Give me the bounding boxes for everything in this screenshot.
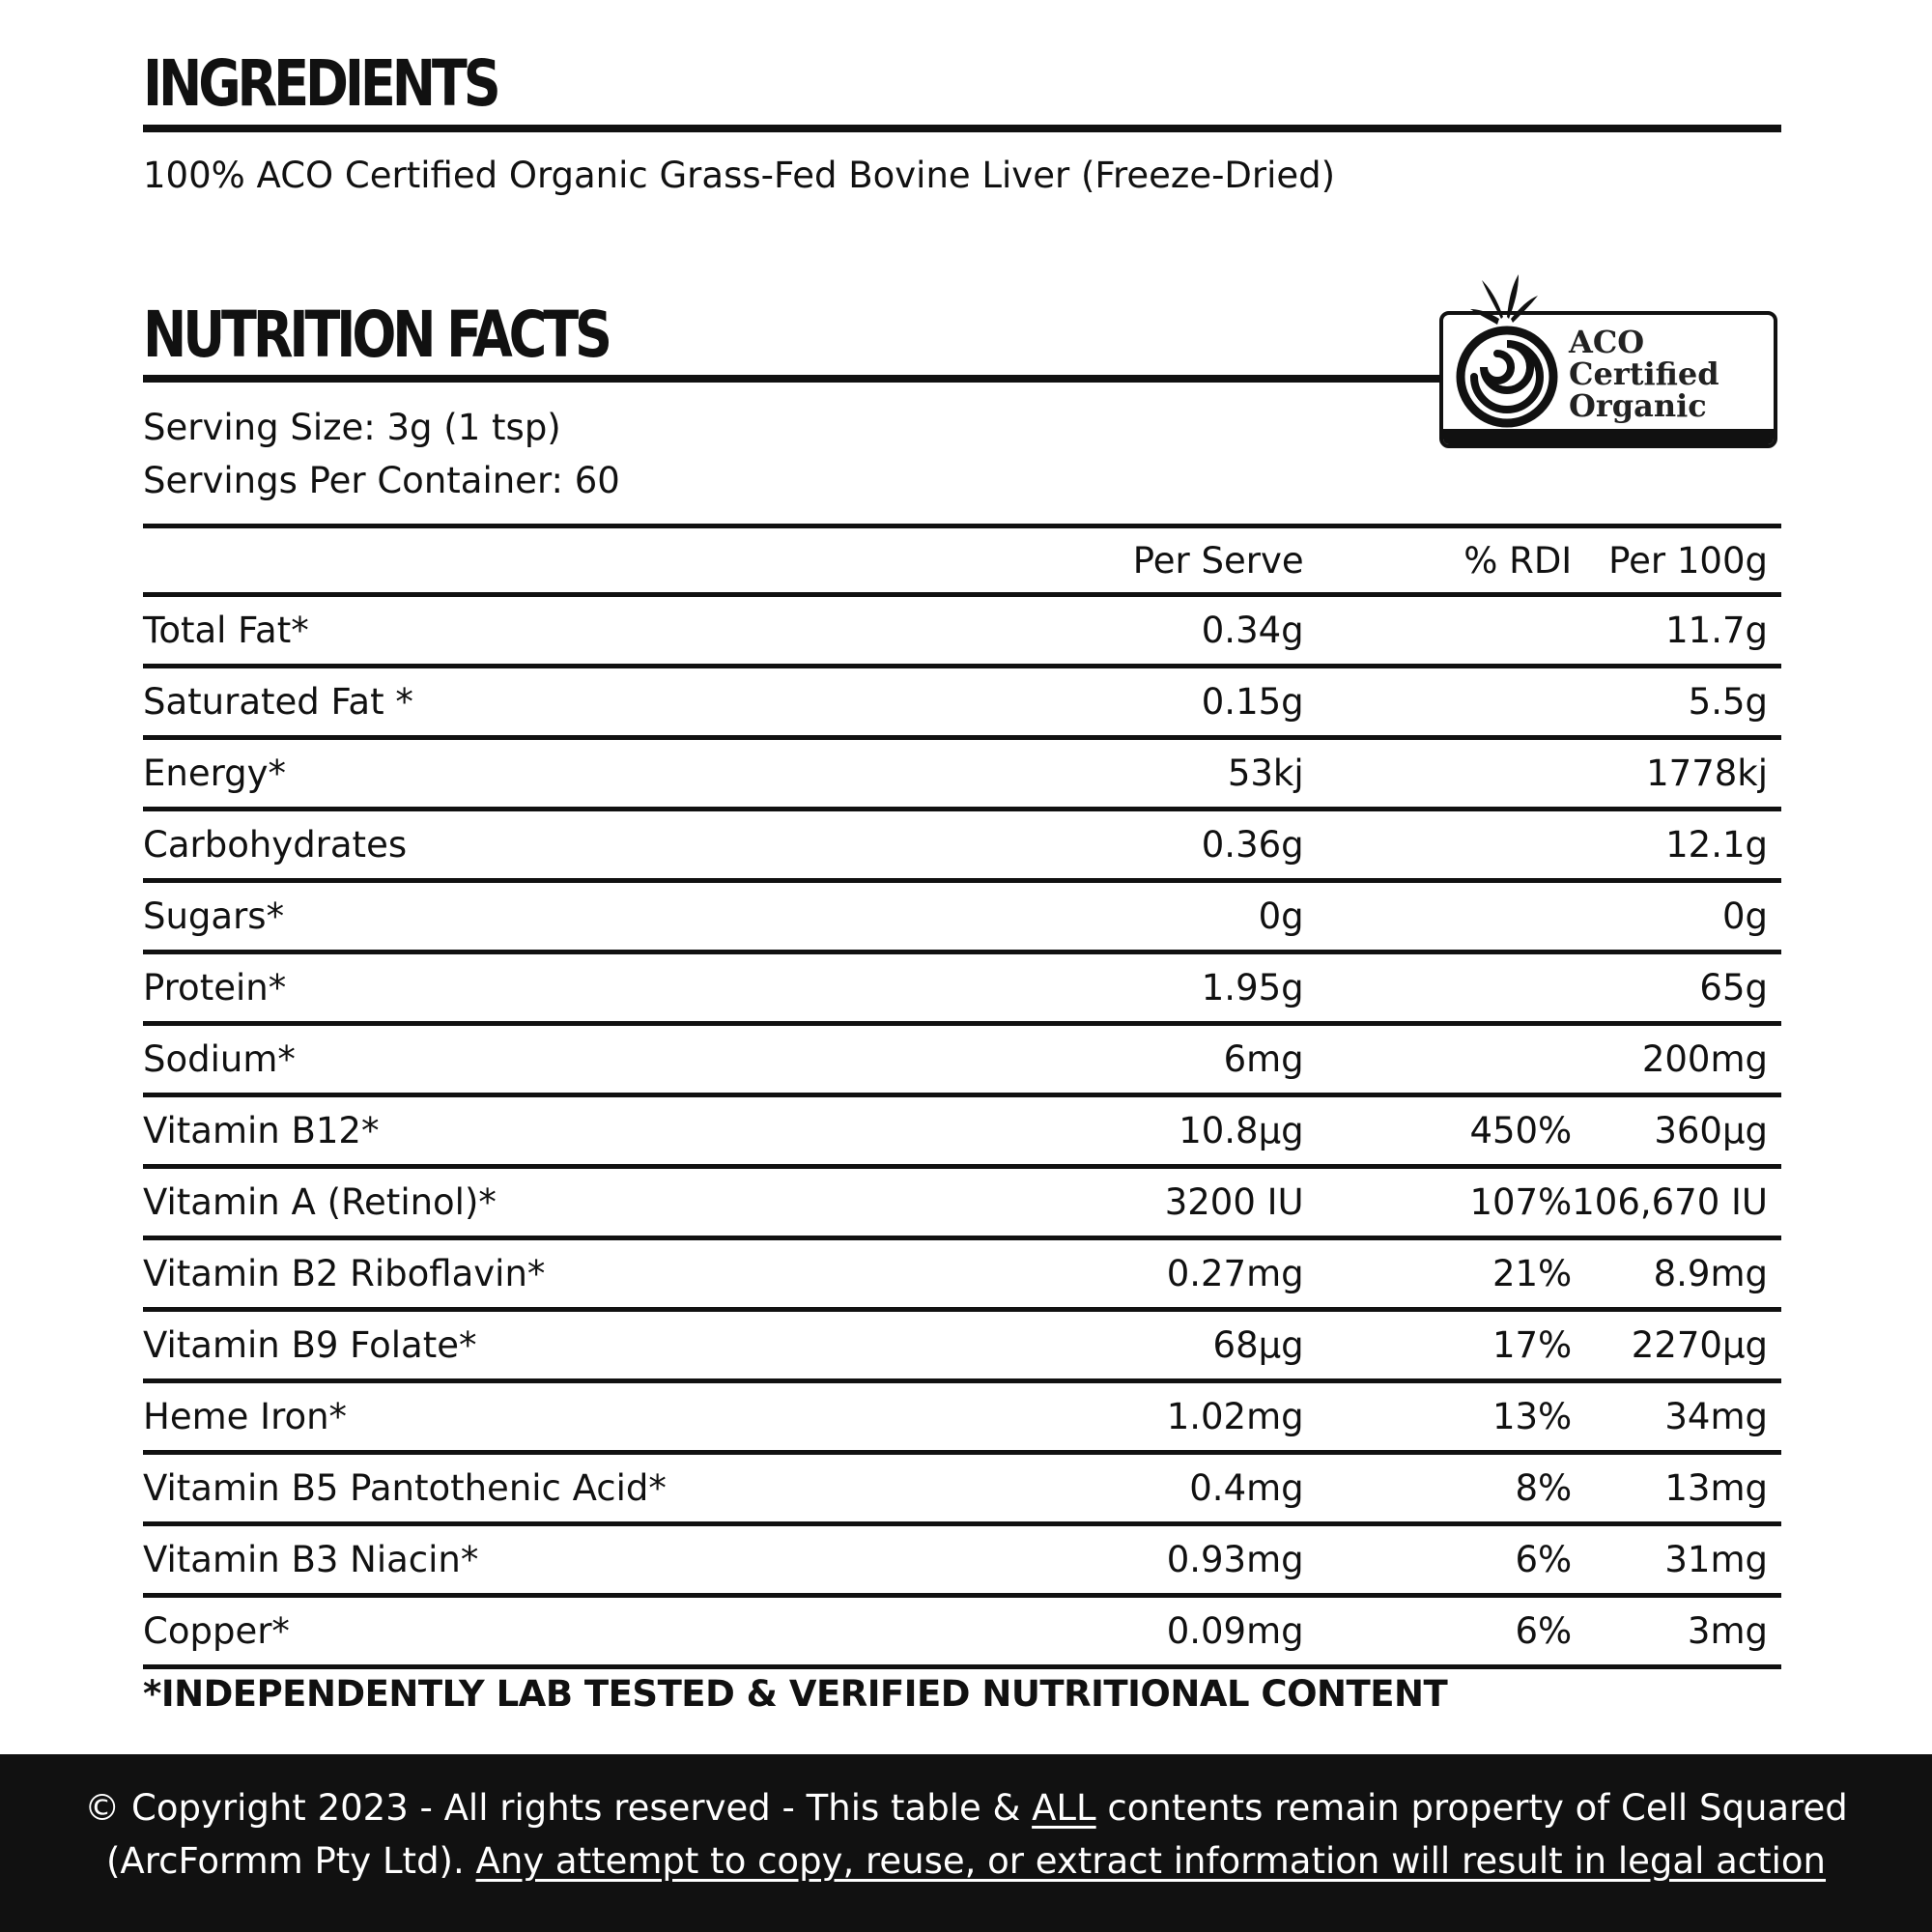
aco-swirl-leaf-icon: [1439, 270, 1565, 444]
per-serve-value: 53kj: [901, 738, 1304, 810]
table-row: [143, 1310, 1781, 1381]
rdi-value: 17%: [1304, 1310, 1573, 1381]
rdi-value: [1304, 810, 1573, 881]
per-serve-value: 0.09mg: [901, 1596, 1304, 1667]
per-100g-value: 65g: [1572, 952, 1781, 1024]
nutrient-name: Carbohydrates: [143, 810, 901, 881]
table-row: [143, 1453, 1781, 1524]
copyright-footer: [0, 1754, 1932, 1932]
per-serve-value: 3200 IU: [901, 1167, 1304, 1238]
per-serve-value: 1.95g: [901, 952, 1304, 1024]
nutrient-name: Vitamin B2 Riboflavin*: [143, 1238, 901, 1310]
per-100g-value: 0g: [1572, 881, 1781, 952]
col-header-nutrient: [143, 526, 901, 595]
table-row: [143, 881, 1781, 952]
nutrient-name: Sugars*: [143, 881, 901, 952]
per-100g-value: 3mg: [1572, 1596, 1781, 1667]
col-header-per-100g: Per 100g: [1572, 526, 1781, 595]
per-serve-value: 0.93mg: [901, 1524, 1304, 1596]
rdi-value: [1304, 881, 1573, 952]
rdi-value: 13%: [1304, 1381, 1573, 1453]
nutrient-name: Protein*: [143, 952, 901, 1024]
per-100g-value: 13mg: [1572, 1453, 1781, 1524]
ingredients-rule: [143, 125, 1781, 132]
table-header-row: [143, 526, 1781, 595]
nutrient-name: Vitamin A (Retinol)*: [143, 1167, 901, 1238]
nutrition-rule: [143, 375, 1443, 383]
ingredients-text: 100% ACO Certified Organic Grass-Fed Bovine Liver (Freeze-Dried): [143, 155, 1336, 196]
lab-tested-footnote: *INDEPENDENTLY LAB TESTED & VERIFIED NUTRITIONAL CONTENT: [143, 1673, 1448, 1715]
table-row: [143, 810, 1781, 881]
per-serve-value: 6mg: [901, 1024, 1304, 1095]
nutrition-table: [143, 524, 1781, 1669]
table-row: [143, 1238, 1781, 1310]
footer-legal-warning: Any attempt to copy, reuse, or extract information will result in legal action: [475, 1840, 1827, 1882]
rdi-value: [1304, 595, 1573, 667]
per-100g-value: 2270µg: [1572, 1310, 1781, 1381]
rdi-value: 21%: [1304, 1238, 1573, 1310]
per-serve-value: 1.02mg: [901, 1381, 1304, 1453]
per-100g-value: 1778kj: [1572, 738, 1781, 810]
footer-line-1: [0, 1781, 1932, 1834]
col-header-per-serve: Per Serve: [901, 526, 1304, 595]
nutrient-name: Vitamin B9 Folate*: [143, 1310, 901, 1381]
footer-text: © Copyright 2023 - All rights reserved - This table &: [84, 1787, 1033, 1829]
per-serve-value: 0g: [901, 881, 1304, 952]
per-100g-value: 11.7g: [1572, 595, 1781, 667]
nutrient-name: Saturated Fat *: [143, 667, 901, 738]
table-row: [143, 1381, 1781, 1453]
table-row: [143, 667, 1781, 738]
rdi-value: [1304, 738, 1573, 810]
servings-per-container: Servings Per Container: 60: [143, 460, 620, 501]
badge-line: Certified: [1569, 355, 1719, 392]
nutrient-name: Total Fat*: [143, 595, 901, 667]
table-row: [143, 1596, 1781, 1667]
rdi-value: [1304, 667, 1573, 738]
per-100g-value: 360µg: [1572, 1095, 1781, 1167]
rdi-value: 6%: [1304, 1524, 1573, 1596]
nutrient-name: Sodium*: [143, 1024, 901, 1095]
table-row: [143, 1024, 1781, 1095]
table-row: [143, 952, 1781, 1024]
rdi-value: 8%: [1304, 1453, 1573, 1524]
nutrient-name: Vitamin B12*: [143, 1095, 901, 1167]
nutrient-name: Vitamin B3 Niacin*: [143, 1524, 901, 1596]
per-100g-value: 34mg: [1572, 1381, 1781, 1453]
rdi-value: 6%: [1304, 1596, 1573, 1667]
footer-text: contents remain property of Cell Squared: [1095, 1787, 1848, 1829]
table-row: [143, 1095, 1781, 1167]
rdi-value: [1304, 952, 1573, 1024]
footer-line-2: [0, 1834, 1932, 1888]
nutrition-heading: NUTRITION FACTS: [143, 298, 609, 372]
serving-size: Serving Size: 3g (1 tsp): [143, 407, 561, 448]
per-serve-value: 68µg: [901, 1310, 1304, 1381]
per-serve-value: 0.36g: [901, 810, 1304, 881]
per-100g-value: 8.9mg: [1572, 1238, 1781, 1310]
rdi-value: 450%: [1304, 1095, 1573, 1167]
per-100g-value: 12.1g: [1572, 810, 1781, 881]
badge-line: ACO: [1569, 324, 1645, 360]
nutrient-name: Copper*: [143, 1596, 901, 1667]
per-serve-value: 0.27mg: [901, 1238, 1304, 1310]
per-100g-value: 200mg: [1572, 1024, 1781, 1095]
table-row: [143, 1167, 1781, 1238]
per-100g-value: 31mg: [1572, 1524, 1781, 1596]
per-serve-value: 0.15g: [901, 667, 1304, 738]
rdi-value: [1304, 1024, 1573, 1095]
per-100g-value: 106,670 IU: [1572, 1167, 1781, 1238]
badge-line: Organic: [1569, 387, 1707, 424]
footer-text: (ArcFormm Pty Ltd).: [105, 1840, 476, 1882]
nutrient-name: Energy*: [143, 738, 901, 810]
per-serve-value: 10.8µg: [901, 1095, 1304, 1167]
nutrient-name: Vitamin B5 Pantothenic Acid*: [143, 1453, 901, 1524]
per-serve-value: 0.34g: [901, 595, 1304, 667]
table-row: [143, 595, 1781, 667]
nutrient-name: Heme Iron*: [143, 1381, 901, 1453]
per-serve-value: 0.4mg: [901, 1453, 1304, 1524]
per-100g-value: 5.5g: [1572, 667, 1781, 738]
table-row: [143, 1524, 1781, 1596]
ingredients-heading: INGREDIENTS: [143, 46, 497, 121]
col-header-rdi: % RDI: [1304, 526, 1573, 595]
badge-text: [1569, 324, 1776, 424]
rdi-value: 107%: [1304, 1167, 1573, 1238]
table-row: [143, 738, 1781, 810]
footer-emphasis: ALL: [1032, 1787, 1096, 1829]
